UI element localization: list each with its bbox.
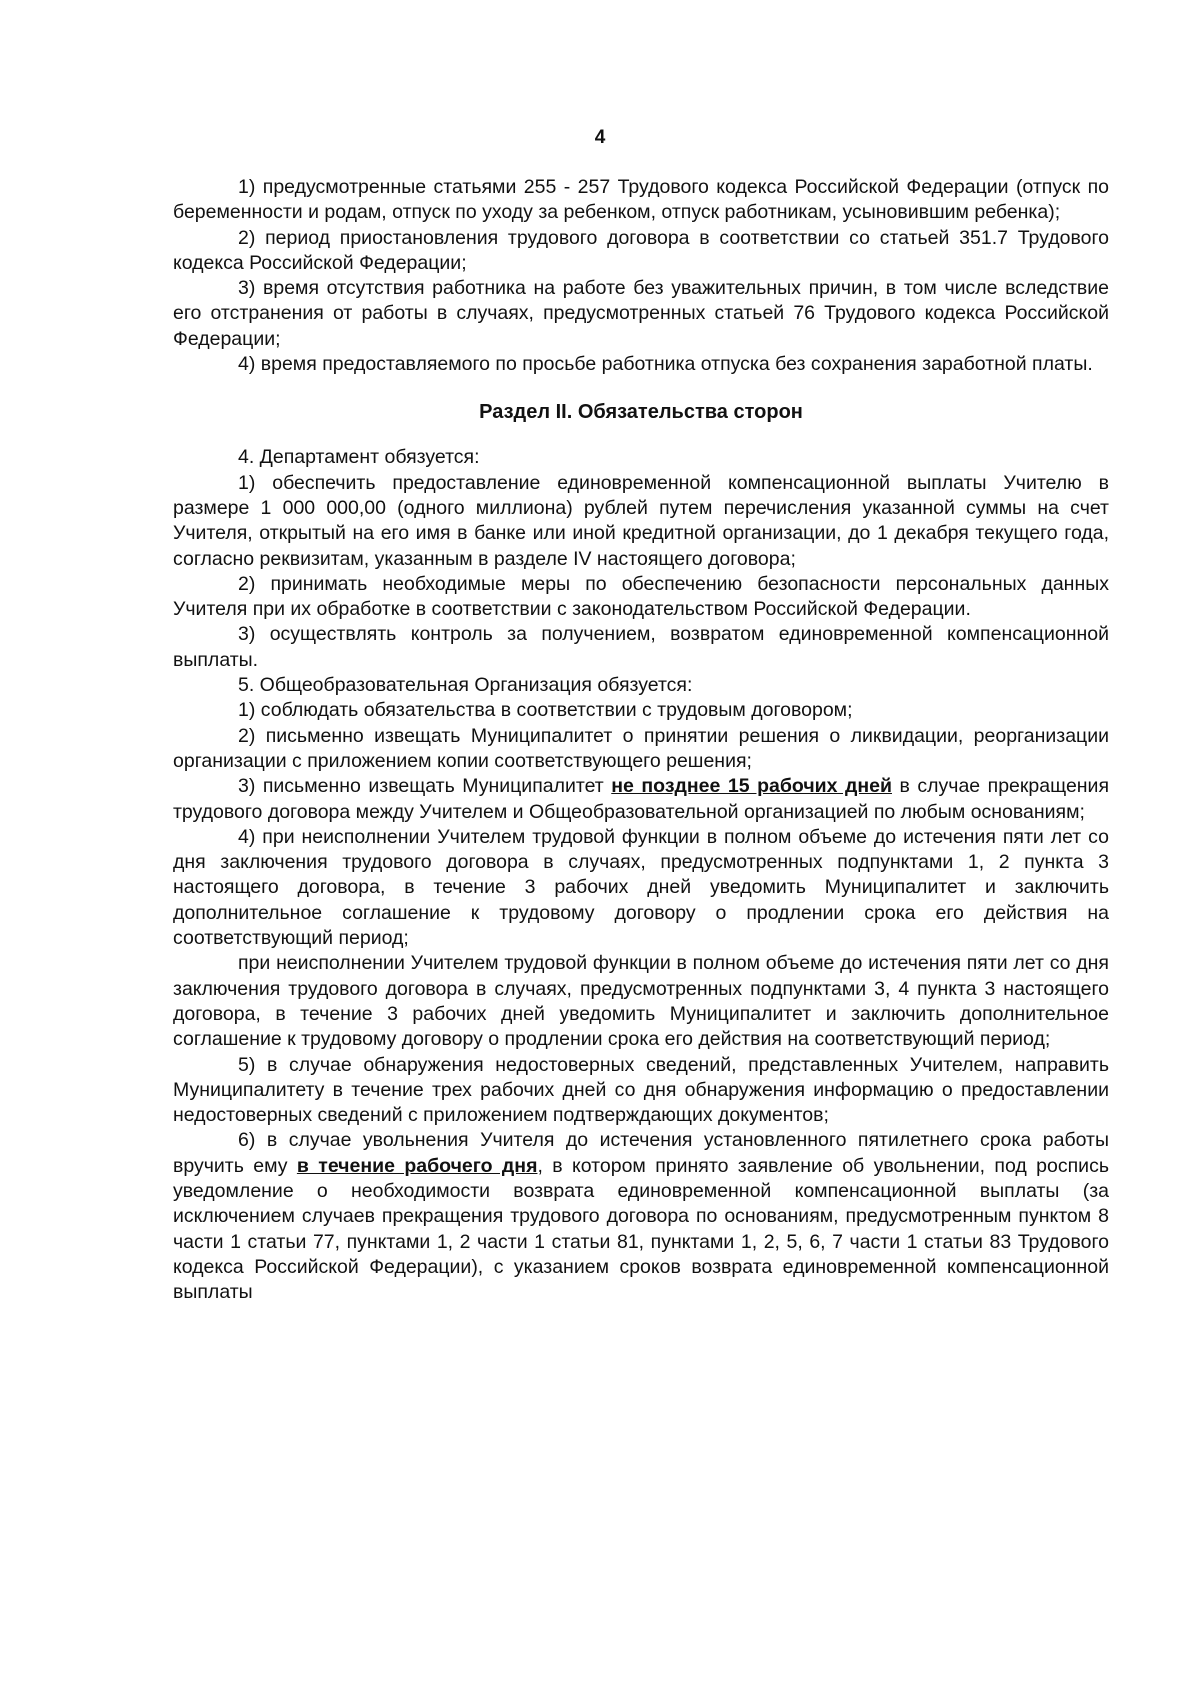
page-number: 4 [594, 127, 606, 148]
working-day-underline: в течение рабочего дня [296, 1154, 538, 1177]
clause-5-intro: 5. Общеобразовательная Организация обязуется: [238, 674, 693, 697]
document-body [173, 175, 1109, 1305]
clause-5-item-1: 1) соблюдать обязательства в соответствии с трудовым договором; [238, 699, 853, 722]
list-item-1: 1) предусмотренные статьями 255 - 257 Трудового кодекса Российской Федерации (отпуск по беременности и родам, отпуск по уходу за ребенком, отпуск работникам, усыновившим ребенка); [173, 176, 1109, 224]
clause-5-item-6 [173, 1128, 1109, 1305]
clause-4-item-1: 1) обеспечить предоставление единовременной компенсационной выплаты Учителю в размере 1 000 000,00 (одного миллиона) рублей путем перечисления указанной суммы на счет Учителя, открытый на его имя в банке или иной кредитной организации, до 1 декабря текущего года, согласно реквизитам, указанным в разделе IV настоящего договора; [173, 471, 1109, 570]
deadline-underline: не позднее 15 рабочих дней [611, 775, 892, 798]
clause-5-item-3-text-before: 3) письменно извещать Муниципалитет [238, 775, 612, 798]
clause-5-item-2: 2) письменно извещать Муниципалитет о принятии решения о ликвидации, реорганизации организации с приложением копии соответствующего решения; [173, 724, 1109, 772]
clause-5-item-4a: 4) при неисполнении Учителем трудовой функции в полном объеме до истечения пяти лет со дня заключения трудового договора в случаях, предусмотренных подпунктами 1, 2 пункта 3 настоящего договора, в течение 3 рабочих дней уведомить Муниципалитет и заключить дополнительное соглашение к трудовому договору о продлении срока его действия на соответствующий период; [173, 825, 1109, 950]
clause-5-item-6-text-before: 6) в случае увольнения Учителя до истечения установленного пятилетнего срока работы вручить ему [173, 1129, 1109, 1177]
clause-5-item-6-text-after: , в котором принято заявление об увольнении, под роспись уведомление о необходимости возврата единовременной компенсационной выплаты (за исключением случаев прекращения трудового договора по основаниям, предусмотренным пунктом 8 части 1 статьи 77, пунктами 1, 2 части 1 статьи 81, пунктами 1, 2, 5, 6, 7 части 1 статьи 83 Трудового кодекса Российской Федерации), с указанием сроков возврата единовременной компенсационной выплаты [173, 1154, 1109, 1304]
clause-4-intro: 4. Департамент обязуется: [238, 446, 480, 469]
clause-4-item-3: 3) осуществлять контроль за получением, возвратом единовременной компенсационной выплаты. [173, 623, 1109, 671]
clause-5-item-4b: при неисполнении Учителем трудовой функции в полном объеме до истечения пяти лет со дня заключения трудового договора в случаях, предусмотренных подпунктами 3, 4 пункта 3 настоящего договора, в течение 3 рабочих дней уведомить Муниципалитет и заключить дополнительное соглашение к трудовому договору о продлении срока его действия на соответствующий период; [173, 952, 1109, 1051]
clause-5-item-3 [173, 774, 1109, 825]
clause-5-item-5: 5) в случае обнаружения недостоверных сведений, представленных Учителем, направить Муниципалитету в течение трех рабочих дней со дня обнаружения информацию о предоставлении недостоверных сведений с приложением подтверждающих документов; [173, 1053, 1109, 1127]
list-item-2: 2) период приостановления трудового договора в соответствии со статьей 351.7 Трудового кодекса Российской Федерации; [173, 226, 1109, 274]
clause-5-item-3-text-after: в случае прекращения трудового договора между Учителем и Общеобразовательной организацией по любым основаниям; [173, 775, 1110, 823]
clause-4-item-2: 2) принимать необходимые меры по обеспечению безопасности персональных данных Учителя при их обработке в соответствии с законодательством Российской Федерации. [173, 572, 1109, 621]
list-item-3: 3) время отсутствия работника на работе без уважительных причин, в том числе вследствие его отстранения от работы в случаях, предусмотренных статьей 76 Трудового кодекса Российской Федерации; [173, 277, 1109, 350]
list-item-4: 4) время предоставляемого по просьбе работника отпуска без сохранения заработной платы. [238, 353, 1093, 376]
section-heading: Раздел II. Обязательства сторон [479, 401, 803, 424]
